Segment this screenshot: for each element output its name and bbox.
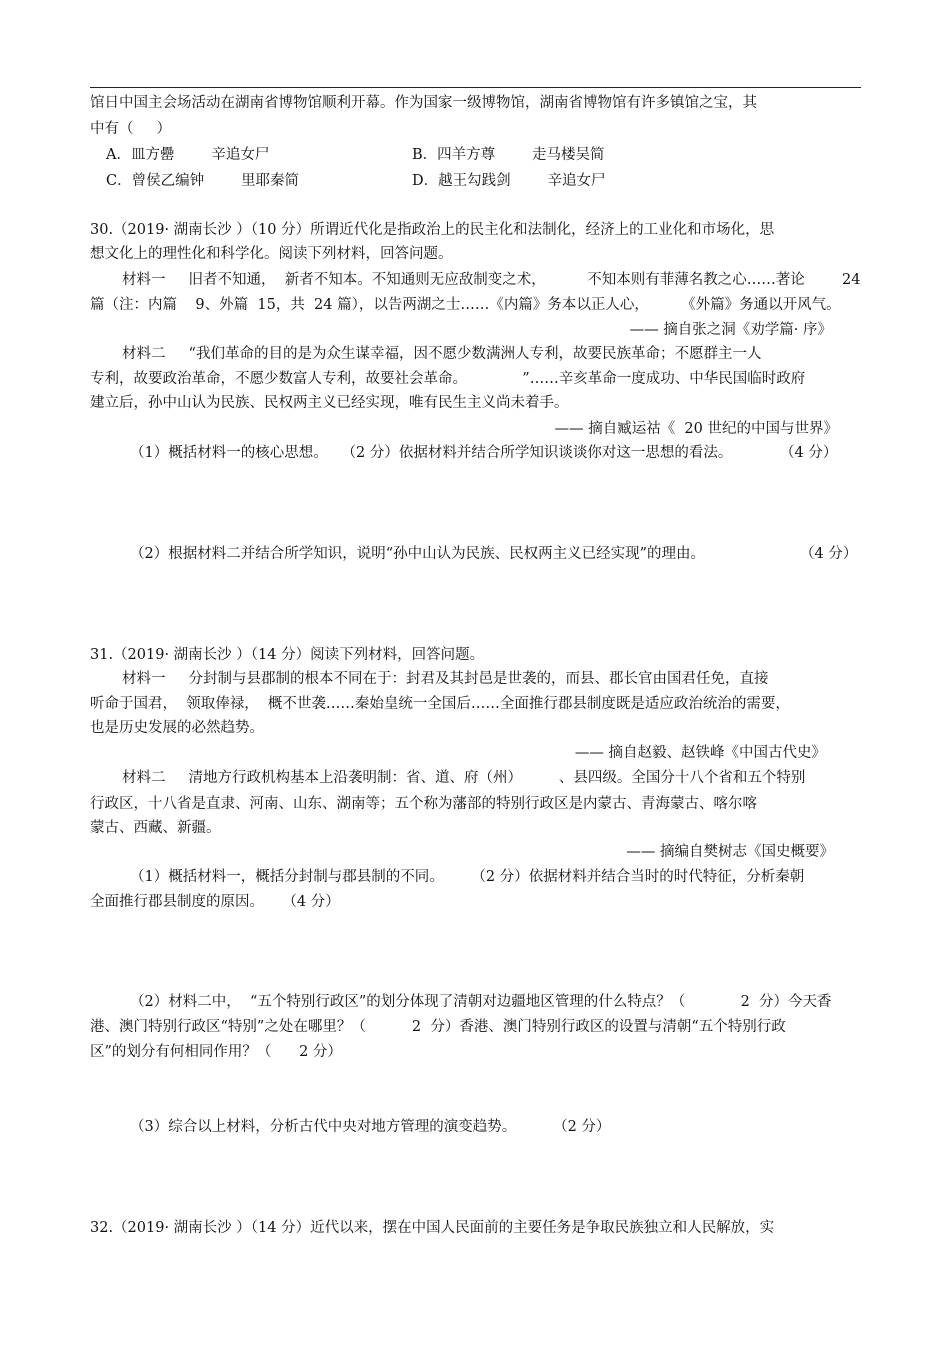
q30-material2-line3: 建立后，孙中山认为民族、民权两主义已经实现，唯有民生主义尚未着手。 <box>90 395 569 411</box>
q31-material2-line2: 行政区，十八省是直隶、河南、山东、湖南等；五个称为藩部的特别行政区是内蒙古、青海蒙古、喀尔喀 <box>90 796 757 812</box>
q30-material2-line1: 材料二 “我们革命的目的是为众生谋幸福，因不愿少数满洲人专利，故要民族革命；不愿群主一人 <box>122 346 762 362</box>
q32-heading: 32.（2019· 湖南长沙 ）（14 分）近代以来，摆在中国人民面前的主要任务是争取民族独立和人民解放，实 <box>90 1220 775 1236</box>
q31-subquestion-1-line1: （1）概括材料一，概括分封制与郡县制的不同。 （2 分）依据材料并结合当时的时代特征，分析秦朝 <box>130 869 805 885</box>
q29-option-d: D．越王勾践剑 辛追女尸 <box>412 173 606 189</box>
q30-material2-source: —— 摘自臧运祜《 20 世纪的中国与世界》 <box>554 421 838 437</box>
q30-material2-line2: 专利，故要政治革命，不愿少数富人专利，故要社会革命。 ”……辛亥革命一度成功、中华民国临时政府 <box>90 371 806 387</box>
q29-option-b: B．四羊方尊 走马楼吴简 <box>412 147 605 163</box>
q31-material1-line2: 听命于国君， 领取俸禄， 概不世袭……秦始皇统一全国后……全面推行郡县制度既是适应政治统治的需要， <box>90 696 790 712</box>
q30-material1-number: 24 <box>842 272 861 288</box>
q30-subquestion-2-score: （4 分） <box>800 546 858 562</box>
q31-subquestion-3: （3）综合以上材料，分析古代中央对地方管理的演变趋势。 （2 分） <box>130 1119 611 1135</box>
q31-material1-line3: 也是历史发展的必然趋势。 <box>90 720 264 736</box>
q30-material1-line2: 篇（注：内篇 9、外篇 15，共 24 篇），以告两湖之士……《内篇》务本以正人心， 《外篇》务通以开风气。 <box>90 297 841 313</box>
q29-option-a: A．皿方罍 辛追女尸 <box>106 147 270 163</box>
q31-material1-source: —— 摘自赵毅、赵铁峰《中国古代史》 <box>574 745 826 761</box>
q29-option-c: C．曾侯乙编钟 里耶秦简 <box>106 173 299 189</box>
q31-subquestion-1-line2: 全面推行郡县制度的原因。 （4 分） <box>90 894 340 910</box>
q30-heading-line1: 30.（2019· 湖南长沙 ）（10 分）所谓近代化是指政治上的民主化和法制化，经济上的工业化和市场化，思 <box>90 222 775 238</box>
q30-material1-source: —— 摘自张之洞《劝学篇· 序》 <box>629 322 832 338</box>
q30-subquestion-1: （1）概括材料一的核心思想。 （2 分）依据材料并结合所学知识谈谈你对这一思想的看法。 <box>130 445 733 461</box>
q31-subquestion-2-line2: 港、澳门特别行政区“特别”之处在哪里？（ 2 分）香港、澳门特别行政区的设置与清朝“五个特别行政 <box>90 1019 786 1035</box>
q30-subquestion-2: （2）根据材料二并结合所学知识，说明“孙中山认为民族、民权两主义已经实现”的理由。 <box>130 546 706 562</box>
q31-material1-line1: 材料一 分封制与县郡制的根本不同在于：封君及其封邑是世袭的，而县、郡长官由国君任免，直接 <box>122 671 769 687</box>
header-rule <box>90 87 861 88</box>
q29-stem-line1: 馆日中国主会场活动在湖南省博物馆顺利开幕。作为国家一级博物馆，湖南省博物馆有许多镇馆之宝，其 <box>90 95 757 111</box>
q30-heading-line2: 想文化上的理性化和科学化。阅读下列材料，回答问题。 <box>90 246 453 262</box>
q30-material1-line1: 材料一 旧者不知通， 新者不知本。不知通则无应敌制变之术， 不知本则有菲薄名教之心……著论 <box>122 272 805 288</box>
q31-material2-line1: 材料二 清地方行政机构基本上沿袭明制：省、道、府（州） 、县四级。全国分十八个省和五个特别 <box>122 770 806 786</box>
q31-material2-line3: 蒙古、西藏、新疆。 <box>90 820 221 836</box>
q30-subquestion-1-score: （4 分） <box>780 445 838 461</box>
q31-subquestion-2-line1: （2）材料二中， “五个特别行政区”的划分体现了清朝对边疆地区管理的什么特点？（ 2 分）今天香 <box>130 994 832 1010</box>
q29-stem-line2: 中有（ ） <box>90 121 172 137</box>
q31-subquestion-2-line3: 区”的划分有何相同作用？（ 2 分） <box>90 1044 342 1060</box>
q31-heading: 31.（2019· 湖南长沙 ）（14 分）阅读下列材料，回答问题。 <box>90 647 485 663</box>
q31-material2-source: —— 摘编自樊树志《国史概要》 <box>626 844 834 860</box>
